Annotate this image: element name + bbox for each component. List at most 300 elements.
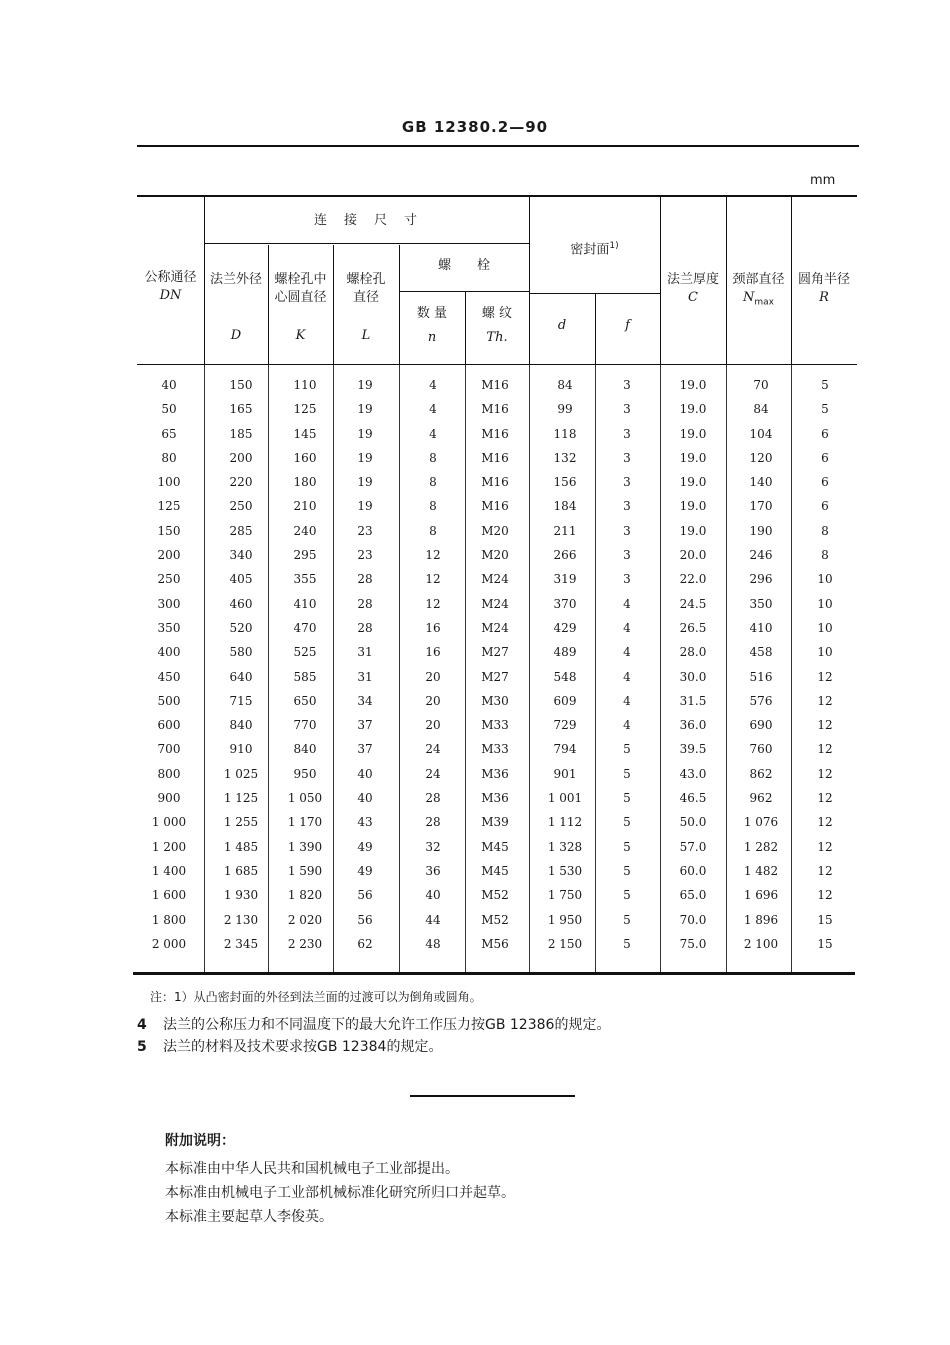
cell-radius: 10: [817, 620, 833, 635]
cell-flange-od: 405: [229, 572, 253, 587]
cell-neck-diameter: 1 696: [743, 888, 779, 903]
cell-neck-diameter: 410: [749, 620, 773, 635]
cell-bolt-circle: 650: [293, 693, 317, 708]
table-row: [137, 913, 857, 937]
header-bolt-hole: 螺栓孔 直径 L: [346, 272, 386, 343]
cell-neck-diameter: 1 482: [743, 863, 779, 878]
cell-thickness: 75.0: [679, 936, 707, 951]
cell-seal-f: 5: [623, 815, 631, 830]
cell-flange-od: 150: [229, 378, 253, 392]
cell-radius: 12: [817, 863, 833, 878]
cell-flange-od: 1 125: [223, 791, 259, 806]
cell-quantity: 24: [425, 766, 441, 781]
cell-flange-od: 910: [229, 742, 253, 757]
cell-radius: 12: [817, 766, 833, 781]
header-bolt: 螺 栓: [437, 258, 490, 273]
cell-dn: 65: [161, 426, 177, 441]
cell-radius: 6: [821, 426, 829, 441]
cell-seal-d: 2 150: [547, 936, 583, 951]
cell-seal-d: 1 001: [547, 791, 583, 806]
cell-dn: 300: [157, 596, 181, 611]
cell-thickness: 19.0: [679, 426, 707, 441]
cell-dn: 100: [157, 475, 181, 490]
cell-bolt-hole: 34: [357, 693, 373, 708]
cell-bolt-hole: 28: [357, 620, 373, 635]
additional-line: 本标准主要起草人李俊英。: [165, 1209, 333, 1225]
cell-thickness: 36.0: [679, 718, 707, 733]
cell-dn: 450: [157, 669, 181, 684]
cell-quantity: 12: [425, 596, 441, 611]
table-row: [137, 475, 857, 499]
table-row: [137, 718, 857, 742]
cell-radius: 12: [817, 718, 833, 733]
cell-flange-od: 250: [229, 499, 253, 514]
cell-bolt-hole: 23: [357, 548, 373, 563]
cell-thread: M16: [481, 450, 509, 465]
cell-thickness: 46.5: [679, 791, 707, 806]
cell-bolt-hole: 28: [357, 572, 373, 587]
header-flange-od: 法兰外径 D: [209, 272, 262, 343]
cell-bolt-circle: 2 230: [287, 936, 323, 951]
cell-radius: 12: [817, 888, 833, 903]
cell-bolt-circle: 110: [293, 378, 317, 392]
cell-seal-d: 548: [553, 669, 577, 684]
cell-radius: 12: [817, 693, 833, 708]
cell-quantity: 8: [429, 499, 437, 514]
cell-bolt-circle: 160: [293, 450, 317, 465]
cell-seal-f: 3: [623, 572, 631, 587]
cell-thread: M24: [481, 572, 509, 587]
cell-radius: 6: [821, 499, 829, 514]
cell-flange-od: 165: [229, 402, 253, 417]
footnote: 注：1）从凸密封面的外径到法兰面的过渡可以为倒角或圆角。: [150, 990, 482, 1004]
cell-quantity: 4: [429, 378, 437, 392]
table-row: [137, 621, 857, 645]
cell-dn: 500: [157, 693, 181, 708]
header-connection: 连 接 尺 寸: [313, 213, 419, 228]
cell-radius: 10: [817, 572, 833, 587]
cell-neck-diameter: 190: [749, 523, 773, 538]
cell-flange-od: 1 685: [223, 863, 259, 878]
cell-radius: 8: [821, 523, 829, 538]
header-dn: 公称通径 DN: [144, 270, 197, 303]
cell-quantity: 12: [425, 548, 441, 563]
cell-thread: M16: [481, 499, 509, 514]
cell-quantity: 4: [429, 426, 437, 441]
cell-thickness: 43.0: [679, 766, 707, 781]
cell-dn: 125: [157, 499, 181, 514]
cell-neck-diameter: 350: [749, 596, 773, 611]
cell-seal-f: 3: [623, 475, 631, 490]
cell-flange-od: 340: [229, 548, 253, 563]
header-radius: 圆角半径 R: [797, 272, 850, 305]
cell-thread: M16: [481, 378, 509, 392]
cell-thickness: 22.0: [679, 572, 707, 587]
cell-neck-diameter: 170: [749, 499, 773, 514]
cell-seal-d: 729: [553, 718, 577, 733]
cell-radius: 10: [817, 645, 833, 660]
header-quantity: 数 量 n: [416, 306, 448, 345]
cell-thread: M20: [481, 523, 509, 538]
table-row: [137, 402, 857, 426]
cell-flange-od: 185: [229, 426, 253, 441]
cell-dn: 250: [157, 572, 181, 587]
header-seal-f: f: [625, 318, 630, 333]
cell-bolt-hole: 19: [357, 475, 373, 490]
cell-seal-d: 211: [553, 523, 577, 538]
cell-thread: M36: [481, 791, 509, 806]
table-row: [137, 499, 857, 523]
cell-bolt-hole: 31: [357, 645, 373, 660]
cell-dn: 150: [157, 523, 181, 538]
cell-bolt-hole: 19: [357, 499, 373, 514]
cell-thickness: 19.0: [679, 402, 707, 417]
cell-seal-d: 184: [553, 499, 577, 514]
cell-thread: M27: [481, 669, 509, 684]
cell-thickness: 19.0: [679, 523, 707, 538]
cell-bolt-circle: 240: [293, 523, 317, 538]
cell-bolt-hole: 31: [357, 669, 373, 684]
cell-seal-f: 3: [623, 402, 631, 417]
cell-dn: 600: [157, 718, 181, 733]
cell-bolt-hole: 37: [357, 742, 373, 757]
cell-seal-f: 5: [623, 766, 631, 781]
cell-seal-f: 4: [623, 693, 631, 708]
table-row: [137, 767, 857, 791]
cell-dn: 400: [157, 645, 181, 660]
cell-seal-f: 5: [623, 863, 631, 878]
cell-seal-f: 5: [623, 936, 631, 951]
cell-seal-f: 3: [623, 548, 631, 563]
cell-seal-d: 609: [553, 693, 577, 708]
cell-quantity: 20: [425, 669, 441, 684]
cell-neck-diameter: 962: [749, 791, 773, 806]
cell-seal-f: 4: [623, 596, 631, 611]
cell-quantity: 28: [425, 815, 441, 830]
cell-bolt-circle: 125: [293, 402, 317, 417]
cell-dn: 1 800: [151, 912, 187, 927]
cell-neck-diameter: 576: [749, 693, 773, 708]
table-row: [137, 597, 857, 621]
additional-line: 本标准由机械电子工业部机械标准化研究所归口并起草。: [165, 1185, 515, 1201]
cell-bolt-hole: 28: [357, 596, 373, 611]
cell-bolt-hole: 19: [357, 426, 373, 441]
cell-dn: 1 200: [151, 839, 187, 854]
cell-bolt-circle: 145: [293, 426, 317, 441]
cell-radius: 15: [817, 936, 833, 951]
cell-neck-diameter: 516: [749, 669, 773, 684]
cell-bolt-hole: 56: [357, 912, 373, 927]
cell-radius: 12: [817, 742, 833, 757]
header-seal-face: 密封面$^{1)}$: [570, 241, 619, 258]
cell-radius: 6: [821, 475, 829, 490]
table-row: [137, 548, 857, 572]
cell-quantity: 8: [429, 523, 437, 538]
cell-neck-diameter: 70: [753, 378, 769, 392]
cell-quantity: 8: [429, 475, 437, 490]
additional-line: 本标准由中华人民共和国机械电子工业部提出。: [165, 1161, 459, 1177]
cell-thickness: 19.0: [679, 378, 707, 392]
cell-thickness: 19.0: [679, 499, 707, 514]
cell-bolt-hole: 19: [357, 450, 373, 465]
cell-bolt-hole: 62: [357, 936, 373, 951]
cell-flange-od: 200: [229, 450, 253, 465]
cell-seal-f: 3: [623, 523, 631, 538]
cell-flange-od: 285: [229, 523, 253, 538]
cell-seal-f: 3: [623, 426, 631, 441]
cell-seal-d: 901: [553, 766, 577, 781]
cell-quantity: 8: [429, 450, 437, 465]
cell-bolt-hole: 49: [357, 863, 373, 878]
cell-flange-od: 520: [229, 620, 253, 635]
cell-quantity: 12: [425, 572, 441, 587]
cell-bolt-circle: 470: [293, 620, 317, 635]
cell-thickness: 39.5: [679, 742, 707, 757]
cell-seal-d: 429: [553, 620, 577, 635]
cell-seal-f: 5: [623, 791, 631, 806]
cell-bolt-circle: 840: [293, 742, 317, 757]
cell-thickness: 30.0: [679, 669, 707, 684]
cell-neck-diameter: 120: [749, 450, 773, 465]
cell-seal-f: 5: [623, 912, 631, 927]
cell-dn: 50: [161, 402, 177, 417]
cell-flange-od: 715: [229, 693, 253, 708]
cell-thread: M27: [481, 645, 509, 660]
cell-thickness: 65.0: [679, 888, 707, 903]
cell-thickness: 50.0: [679, 815, 707, 830]
cell-thread: M24: [481, 596, 509, 611]
cell-seal-d: 1 530: [547, 863, 583, 878]
table-row: [137, 670, 857, 694]
cell-quantity: 16: [425, 620, 441, 635]
cell-thickness: 20.0: [679, 548, 707, 563]
cell-bolt-hole: 23: [357, 523, 373, 538]
cell-quantity: 16: [425, 645, 441, 660]
table-row: [137, 694, 857, 718]
cell-quantity: 28: [425, 791, 441, 806]
cell-seal-d: 1 750: [547, 888, 583, 903]
cell-flange-od: 2 130: [223, 912, 259, 927]
table-row: [137, 572, 857, 596]
cell-neck-diameter: 862: [749, 766, 773, 781]
cell-dn: 800: [157, 766, 181, 781]
cell-thread: M52: [481, 888, 509, 903]
cell-flange-od: 1 255: [223, 815, 259, 830]
header-divider: [204, 243, 529, 244]
cell-neck-diameter: 690: [749, 718, 773, 733]
cell-quantity: 44: [425, 912, 441, 927]
cell-quantity: 48: [425, 936, 441, 951]
cell-thickness: 26.5: [679, 620, 707, 635]
cell-bolt-hole: 37: [357, 718, 373, 733]
header-rule: [137, 145, 859, 147]
cell-radius: 12: [817, 839, 833, 854]
cell-quantity: 36: [425, 863, 441, 878]
cell-seal-d: 489: [553, 645, 577, 660]
table-row: [137, 937, 857, 961]
header-bottom-rule: [137, 364, 857, 365]
table-row: [137, 864, 857, 888]
cell-neck-diameter: 104: [749, 426, 773, 441]
cell-bolt-hole: 40: [357, 791, 373, 806]
cell-bolt-circle: 585: [293, 669, 317, 684]
cell-thread: M20: [481, 548, 509, 563]
cell-seal-d: 156: [553, 475, 577, 490]
cell-quantity: 32: [425, 839, 441, 854]
cell-thread: M16: [481, 426, 509, 441]
cell-bolt-circle: 1 820: [287, 888, 323, 903]
cell-thickness: 19.0: [679, 450, 707, 465]
cell-neck-diameter: 296: [749, 572, 773, 587]
cell-bolt-hole: 19: [357, 402, 373, 417]
cell-quantity: 20: [425, 693, 441, 708]
additional-title: 附加说明：: [165, 1133, 235, 1149]
cell-thread: M45: [481, 863, 509, 878]
cell-bolt-hole: 40: [357, 766, 373, 781]
cell-seal-d: 99: [557, 402, 573, 417]
cell-neck-diameter: 458: [749, 645, 773, 660]
header-seal-d: d: [557, 318, 567, 333]
cell-flange-od: 2 345: [223, 936, 259, 951]
cell-dn: 700: [157, 742, 181, 757]
cell-bolt-circle: 1 590: [287, 863, 323, 878]
table-row: [137, 815, 857, 839]
cell-bolt-circle: 950: [293, 766, 317, 781]
cell-radius: 5: [821, 402, 829, 417]
unit-label: mm: [810, 173, 836, 188]
cell-seal-f: 4: [623, 669, 631, 684]
cell-flange-od: 1 025: [223, 766, 259, 781]
cell-seal-f: 4: [623, 645, 631, 660]
table-header: [137, 195, 857, 365]
table-row: [137, 451, 857, 475]
cell-quantity: 4: [429, 402, 437, 417]
cell-seal-d: 118: [553, 426, 577, 441]
cell-dn: 1 600: [151, 888, 187, 903]
cell-flange-od: 220: [229, 475, 253, 490]
cell-bolt-circle: 355: [293, 572, 317, 587]
cell-flange-od: 840: [229, 718, 253, 733]
cell-thread: M36: [481, 766, 509, 781]
cell-seal-f: 3: [623, 499, 631, 514]
cell-neck-diameter: 1 076: [743, 815, 779, 830]
cell-seal-d: 1 112: [547, 815, 583, 830]
cell-thread: M24: [481, 620, 509, 635]
cell-radius: 12: [817, 815, 833, 830]
cell-bolt-hole: 19: [357, 378, 373, 392]
table-row: [137, 840, 857, 864]
clause-4: 4 法兰的公称压力和不同温度下的最大允许工作压力按GB 12386的规定。: [137, 1017, 611, 1033]
cell-seal-d: 84: [557, 378, 573, 392]
cell-dn: 80: [161, 450, 177, 465]
cell-seal-d: 1 950: [547, 912, 583, 927]
cell-quantity: 20: [425, 718, 441, 733]
cell-flange-od: 580: [229, 645, 253, 660]
cell-bolt-hole: 49: [357, 839, 373, 854]
cell-flange-od: 1 930: [223, 888, 259, 903]
cell-dn: 1 000: [151, 815, 187, 830]
cell-bolt-circle: 1 390: [287, 839, 323, 854]
cell-dn: 2 000: [151, 936, 187, 951]
cell-neck-diameter: 246: [749, 548, 773, 563]
header-thickness: 法兰厚度 C: [666, 272, 719, 305]
cell-thickness: 70.0: [679, 912, 707, 927]
cell-seal-f: 5: [623, 888, 631, 903]
cell-bolt-circle: 2 020: [287, 912, 323, 927]
header-bolt-circle: 螺栓孔中 心圆直径 K: [274, 272, 327, 343]
cell-neck-diameter: 1 896: [743, 912, 779, 927]
header-divider: [529, 195, 530, 365]
cell-thread: M45: [481, 839, 509, 854]
cell-bolt-circle: 210: [293, 499, 317, 514]
cell-seal-f: 4: [623, 620, 631, 635]
table-row: [137, 427, 857, 451]
cell-seal-d: 132: [553, 450, 577, 465]
cell-neck-diameter: 1 282: [743, 839, 779, 854]
cell-thickness: 28.0: [679, 645, 707, 660]
cell-radius: 6: [821, 450, 829, 465]
cell-bolt-hole: 43: [357, 815, 373, 830]
cell-dn: 900: [157, 791, 181, 806]
cell-quantity: 40: [425, 888, 441, 903]
cell-seal-d: 1 328: [547, 839, 583, 854]
table-row: [137, 742, 857, 766]
cell-thread: M16: [481, 475, 509, 490]
cell-bolt-circle: 525: [293, 645, 317, 660]
cell-bolt-circle: 1 050: [287, 791, 323, 806]
cell-seal-d: 370: [553, 596, 577, 611]
cell-flange-od: 640: [229, 669, 253, 684]
cell-radius: 12: [817, 791, 833, 806]
header-top-rule: [137, 195, 857, 197]
cell-flange-od: 1 485: [223, 839, 259, 854]
document-code: GB 12380.2—90: [401, 118, 549, 136]
table-bottom-rule: [133, 972, 855, 975]
cell-thickness: 60.0: [679, 863, 707, 878]
cell-neck-diameter: 140: [749, 475, 773, 490]
cell-thickness: 19.0: [679, 475, 707, 490]
cell-neck-diameter: 2 100: [743, 936, 779, 951]
table-row: [137, 524, 857, 548]
cell-bolt-circle: 410: [293, 596, 317, 611]
cell-thickness: 57.0: [679, 839, 707, 854]
cell-dn: 350: [157, 620, 181, 635]
cell-seal-f: 5: [623, 839, 631, 854]
cell-radius: 10: [817, 596, 833, 611]
cell-radius: 8: [821, 548, 829, 563]
cell-flange-od: 460: [229, 596, 253, 611]
cell-thread: M30: [481, 693, 509, 708]
cell-dn: 40: [161, 378, 177, 392]
header-divider: [399, 291, 529, 292]
header-divider: [529, 293, 660, 294]
cell-quantity: 24: [425, 742, 441, 757]
cell-seal-d: 794: [553, 742, 577, 757]
cell-thread: M16: [481, 402, 509, 417]
cell-radius: 5: [821, 378, 829, 392]
cell-bolt-circle: 770: [293, 718, 317, 733]
cell-bolt-hole: 56: [357, 888, 373, 903]
cell-radius: 15: [817, 912, 833, 927]
cell-thread: M39: [481, 815, 509, 830]
cell-bolt-circle: 295: [293, 548, 317, 563]
cell-thread: M33: [481, 718, 509, 733]
table-row: [137, 888, 857, 912]
cell-seal-d: 319: [553, 572, 577, 587]
table-row: [137, 791, 857, 815]
clause-5: 5 法兰的材料及技术要求按GB 12384的规定。: [137, 1039, 443, 1055]
cell-seal-f: 3: [623, 450, 631, 465]
